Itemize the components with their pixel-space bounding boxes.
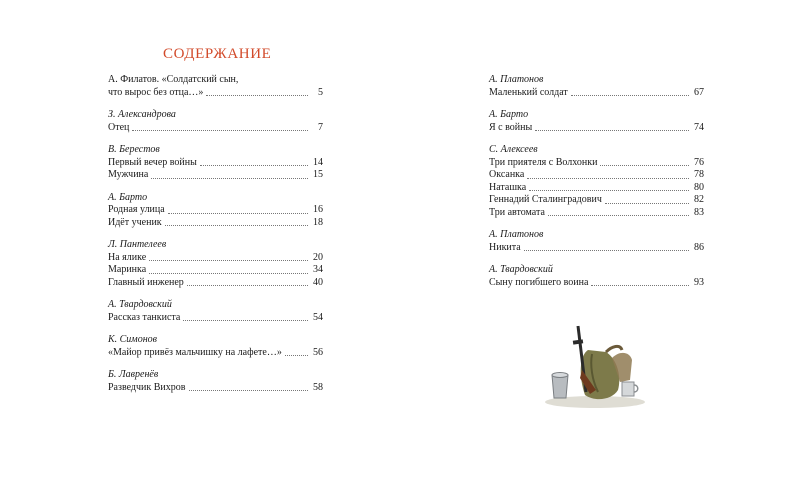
dot-leader bbox=[200, 165, 308, 166]
toc-left-column bbox=[108, 74, 323, 404]
entry-title: Я с войны bbox=[489, 121, 533, 133]
entry-title: что вырос без отца…» bbox=[108, 86, 204, 98]
page-number: 93 bbox=[694, 276, 704, 288]
entry-title: Три приятеля с Волхонки bbox=[489, 156, 598, 168]
toc-group bbox=[108, 109, 323, 134]
page-number: 14 bbox=[313, 156, 323, 168]
author-name: А. Филатов. bbox=[108, 74, 160, 85]
dot-leader bbox=[149, 260, 308, 261]
toc-entry[interactable] bbox=[108, 382, 323, 395]
author-name: А. Твардовский bbox=[108, 299, 172, 310]
entry-title: Мужчина bbox=[108, 169, 149, 180]
entry-title: Геннадий Сталинградович bbox=[489, 194, 602, 205]
author-name: А. Барто bbox=[489, 109, 529, 120]
entry-title: Первый вечер войны bbox=[108, 156, 197, 168]
toc-group bbox=[489, 229, 704, 254]
page-number: 76 bbox=[694, 156, 704, 168]
page-title: СОДЕРЖАНИЕ bbox=[163, 46, 272, 62]
toc-entry[interactable] bbox=[489, 194, 704, 207]
entry-title: «Майор привёз мальчишку на лафете…» bbox=[108, 346, 282, 358]
toc-group bbox=[108, 192, 323, 230]
dot-leader bbox=[600, 165, 689, 166]
dot-leader bbox=[151, 178, 308, 179]
toc-entry[interactable] bbox=[108, 252, 323, 265]
page-number: 80 bbox=[694, 181, 704, 193]
bucket bbox=[552, 375, 568, 398]
dot-leader bbox=[183, 320, 308, 321]
dot-leader bbox=[285, 355, 308, 356]
toc-entry[interactable] bbox=[108, 264, 323, 277]
page-number: 40 bbox=[313, 276, 323, 288]
dot-leader bbox=[591, 285, 689, 286]
toc-group bbox=[489, 74, 704, 99]
author-name: Л. Пантелеев bbox=[108, 239, 167, 250]
entry-title: Никита bbox=[489, 241, 521, 253]
entry-title: Разведчик Вихров bbox=[108, 381, 186, 393]
dot-leader bbox=[206, 95, 308, 96]
toc-entry[interactable] bbox=[108, 122, 323, 135]
toc-entry[interactable] bbox=[489, 277, 704, 290]
entry-title: Главный инженер bbox=[108, 276, 184, 288]
page-number: 82 bbox=[694, 194, 704, 205]
entry-title: Сыну погибшего воина bbox=[489, 276, 589, 288]
author-name: А. Платонов bbox=[489, 229, 544, 240]
soldier-gear-illustration bbox=[540, 320, 650, 410]
toc-group bbox=[489, 144, 704, 219]
dot-leader bbox=[165, 225, 308, 226]
toc-group bbox=[108, 369, 323, 394]
toc-entry[interactable] bbox=[108, 204, 323, 217]
page-number: 78 bbox=[694, 169, 704, 180]
toc-entry[interactable] bbox=[108, 277, 323, 290]
toc-group bbox=[108, 299, 323, 324]
page-number: 74 bbox=[694, 121, 704, 133]
toc-group bbox=[489, 264, 704, 289]
page-number: 7 bbox=[318, 121, 323, 133]
author-name: С. Алексеев bbox=[489, 144, 538, 155]
toc-entry[interactable] bbox=[108, 169, 323, 182]
author-name: А. Платонов bbox=[489, 74, 544, 85]
author-name: З. Александрова bbox=[108, 109, 176, 120]
toc-group bbox=[108, 334, 323, 359]
author-name: К. Симонов bbox=[108, 334, 157, 345]
page-number: 16 bbox=[313, 204, 323, 215]
entry-title: Рассказ танкиста bbox=[108, 311, 181, 323]
toc-group bbox=[108, 144, 323, 182]
author-name: А. Барто bbox=[108, 191, 148, 203]
entry-title: «Солдатский сын, bbox=[161, 74, 239, 85]
entry-title: Маринка bbox=[108, 264, 147, 275]
dot-leader bbox=[571, 95, 689, 96]
toc-entry[interactable] bbox=[108, 87, 323, 100]
toc-entry[interactable] bbox=[489, 182, 704, 195]
author-name: В. Берестов bbox=[108, 144, 160, 155]
toc-group bbox=[108, 239, 323, 289]
toc-group bbox=[489, 109, 704, 134]
entry-title: Идёт ученик bbox=[108, 216, 162, 228]
dot-leader bbox=[187, 285, 308, 286]
dot-leader bbox=[535, 130, 689, 131]
toc-entry[interactable] bbox=[489, 169, 704, 182]
page-number: 18 bbox=[313, 216, 323, 228]
entry-title: Маленький солдат bbox=[489, 86, 568, 98]
toc-entry[interactable] bbox=[489, 242, 704, 255]
entry-title: Три автомата bbox=[489, 206, 545, 218]
entry-title: Отец bbox=[108, 121, 130, 133]
page-number: 67 bbox=[694, 86, 704, 98]
toc-entry[interactable] bbox=[108, 157, 323, 170]
page-number: 58 bbox=[313, 381, 323, 393]
page-number: 56 bbox=[313, 346, 323, 358]
toc-entry[interactable] bbox=[108, 347, 323, 360]
toc-entry[interactable] bbox=[489, 207, 704, 220]
page-number: 54 bbox=[313, 311, 323, 323]
dot-leader bbox=[529, 190, 689, 191]
dot-leader bbox=[168, 213, 308, 214]
toc-group bbox=[108, 74, 323, 99]
author-name: Б. Лавренёв bbox=[108, 369, 159, 380]
toc-entry[interactable] bbox=[489, 157, 704, 170]
dot-leader bbox=[132, 130, 308, 131]
dot-leader bbox=[527, 178, 689, 179]
dot-leader bbox=[548, 215, 689, 216]
dot-leader bbox=[605, 203, 689, 204]
toc-entry-line bbox=[108, 74, 323, 87]
page-number: 86 bbox=[694, 241, 704, 253]
page-number: 20 bbox=[313, 251, 323, 263]
entry-title: Родная улица bbox=[108, 204, 165, 215]
toc-entry[interactable] bbox=[489, 87, 704, 100]
cup bbox=[622, 382, 634, 396]
toc-entry[interactable] bbox=[108, 217, 323, 230]
dot-leader bbox=[189, 390, 309, 391]
toc-entry[interactable] bbox=[489, 122, 704, 135]
dot-leader bbox=[524, 250, 689, 251]
page-number: 83 bbox=[694, 206, 704, 218]
entry-title: Наташка bbox=[489, 181, 527, 193]
toc-right-column bbox=[489, 74, 704, 299]
page-number: 5 bbox=[318, 86, 323, 98]
author-name: А. Твардовский bbox=[489, 264, 553, 275]
entry-title: Оксанка bbox=[489, 169, 525, 180]
dot-leader bbox=[149, 273, 308, 274]
page-number: 34 bbox=[313, 264, 323, 275]
page-number: 15 bbox=[313, 169, 323, 180]
entry-title: На ялике bbox=[108, 251, 147, 263]
toc-entry[interactable] bbox=[108, 312, 323, 325]
